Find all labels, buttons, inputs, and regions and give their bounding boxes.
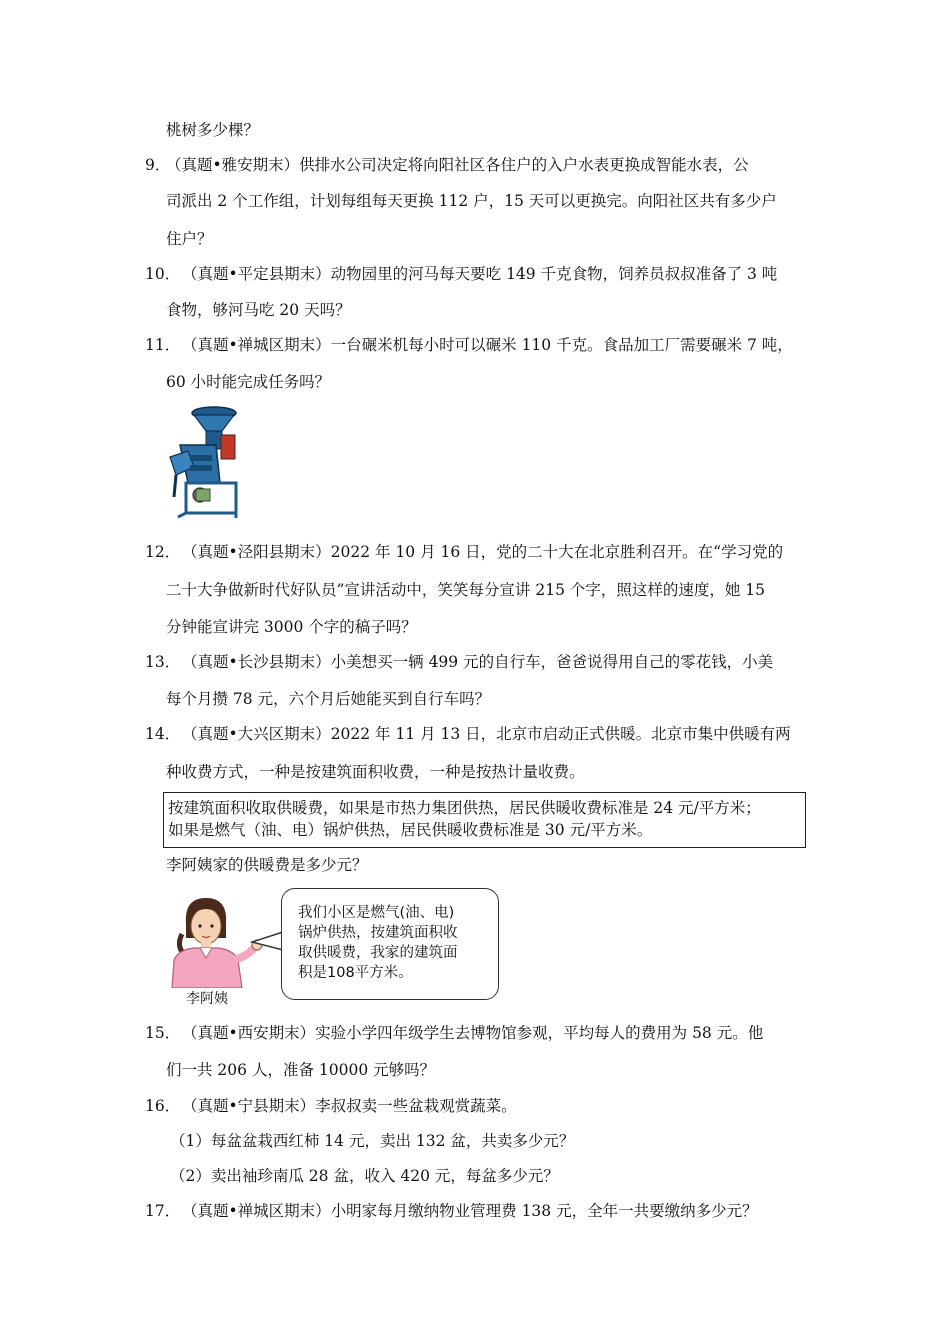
rice-mill-machine-image [166,405,240,519]
bubble-line-2: 锅炉供热，按建筑面积收 [298,925,458,941]
aunt-li-caption: 李阿姨 [186,991,228,1007]
q12-line-1: （真题•泾阳县期末）2022 年 10 月 16 日，党的二十大在北京胜利召开。在“学习党的 [182,543,784,561]
q14-number: 14． [145,725,181,743]
q11-line-2: 60 小时能完成任务吗？ [166,373,331,391]
q9-number: 9． [145,156,171,174]
info-box-line-1: 按建筑面积收取供暖费，如果是市热力集团供热，居民供暖收费标准是 24 元/平方米； [168,799,761,817]
q10-number: 10． [145,265,181,283]
speech-bubble [281,888,499,1000]
q16-number: 16． [145,1097,181,1115]
bubble-line-1: 我们小区是燃气(油、电) [298,905,455,921]
q16-line-1: （真题•宁县期末）李叔叔卖一些盆栽观赏蔬菜。 [182,1097,517,1115]
q13-line-2: 每个月攒 78 元，六个月后她能买到自行车吗？ [166,690,491,708]
q10-line-2: 食物，够河马吃 20 天吗？ [166,301,351,319]
q11-number: 11． [145,336,181,354]
bubble-line-4: 积是108平方米。 [298,965,413,981]
q16-sub-1: （1）每盆盆栽西红柿 14 元，卖出 132 盆，共卖多少元？ [170,1132,575,1150]
q8-line: 桃树多少棵？ [166,121,260,139]
q12-line-3: 分钟能宣讲完 3000 个字的稿子吗？ [166,618,417,636]
aunt-li-illustration [164,894,264,988]
heating-fee-info-box [163,792,806,848]
q15-number: 15． [145,1024,181,1042]
q14-line-2: 种收费方式，一种是按建筑面积收费，一种是按热计量收费。 [166,763,585,781]
q15-line-1: （真题•西安期末）实验小学四年级学生去博物馆参观，平均每人的费用为 58 元。他 [182,1024,764,1042]
info-box-line-2: 如果是燃气（油、电）锅炉供热，居民供暖收费标准是 30 元/平方米。 [168,821,653,839]
q9-line-1: （真题•雅安期末）供排水公司决定将向阳社区各住户的入户水表更换成智能水表，公 [166,156,749,174]
q9-line-3: 住户？ [166,230,213,248]
bubble-line-3: 取供暖费，我家的建筑面 [298,945,458,961]
q15-line-2: 们一共 206 人，准备 10000 元够吗？ [166,1061,436,1079]
q10-line-1: （真题•平定县期末）动物园里的河马每天要吃 149 千克食物，饲养员叔叔准备了 3 吨 [182,265,778,283]
speech-bubble-tail [250,930,284,952]
q17-number: 17． [145,1202,181,1220]
q12-number: 12． [145,543,181,561]
q14-line-1: （真题•大兴区期末）2022 年 11 月 13 日，北京市启动正式供暖。北京市集中供暖有两 [182,725,791,743]
q14-question: 李阿姨家的供暖费是多少元？ [166,856,368,874]
q12-line-2: 二十大争做新时代好队员”宣讲活动中，笑笑每分宣讲 215 个字，照这样的速度，她 15 [166,581,766,599]
q9-line-2: 司派出 2 个工作组，计划每组每天更换 112 户，15 天可以更换完。向阳社区共有多少户 [166,192,777,210]
q13-line-1: （真题•长沙县期末）小美想买一辆 499 元的自行车，爸爸说得用自己的零花钱，小美 [182,653,774,671]
q11-line-1: （真题•禅城区期末）一台碾米机每小时可以碾米 110 千克。食品加工厂需要碾米 7 吨， [182,336,793,354]
q13-number: 13． [145,653,181,671]
q17-line-1: （真题•禅城区期末）小明家每月缴纳物业管理费 138 元，全年一共要缴纳多少元？ [182,1202,758,1220]
q16-sub-2: （2）卖出袖珍南瓜 28 盆，收入 420 元，每盆多少元？ [170,1167,559,1185]
